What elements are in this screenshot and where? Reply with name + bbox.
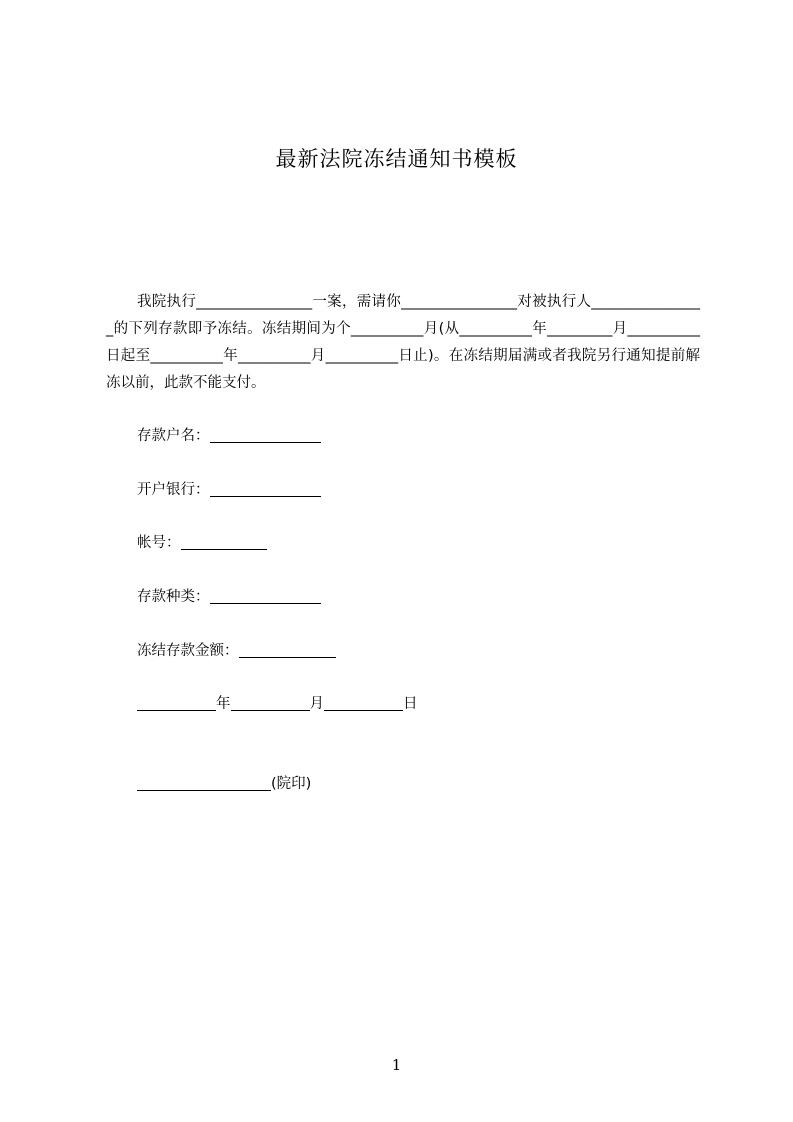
- day-label: 日: [403, 696, 418, 712]
- depositor-name-label: 存款户名：: [137, 428, 210, 444]
- deposit-type-field: [137, 585, 321, 606]
- deposit-type-label: 存款种类：: [137, 589, 210, 605]
- month-label: 月: [309, 696, 324, 712]
- day-blank: [324, 693, 403, 711]
- seal-label: (院印): [271, 776, 312, 792]
- bank-label: 开户银行：: [137, 482, 210, 498]
- bank-field: [137, 478, 321, 499]
- deposit-type-blank: [210, 586, 321, 604]
- seal-field: [137, 772, 311, 793]
- notice-paragraph: 我院执行________________一案，需请你________________对被执行人________________的下列存款即予冻结。冻结期间为个__________月(从__________年_________月__________日起至__________年__________月__________日止)。在冻结期届满或者我院另行通知提前解冻以前，此款不能支付。: [106, 294, 700, 391]
- account-blank: [181, 532, 267, 550]
- frozen-amount-field: [137, 639, 336, 660]
- year-label: 年: [216, 696, 231, 712]
- seal-blank: [137, 773, 271, 791]
- bank-blank: [210, 479, 321, 497]
- account-label: 帐号：: [137, 535, 181, 551]
- depositor-name-field: [137, 424, 321, 445]
- frozen-amount-label: 冻结存款金额：: [137, 643, 239, 659]
- date-field: [137, 692, 418, 713]
- document-title: 最新法院冻结通知书模板: [275, 147, 518, 171]
- month-blank: [231, 693, 310, 711]
- depositor-name-blank: [210, 425, 321, 443]
- year-blank: [137, 693, 216, 711]
- page-number: 1: [391, 1056, 402, 1074]
- account-field: [137, 531, 267, 552]
- frozen-amount-blank: [239, 640, 336, 658]
